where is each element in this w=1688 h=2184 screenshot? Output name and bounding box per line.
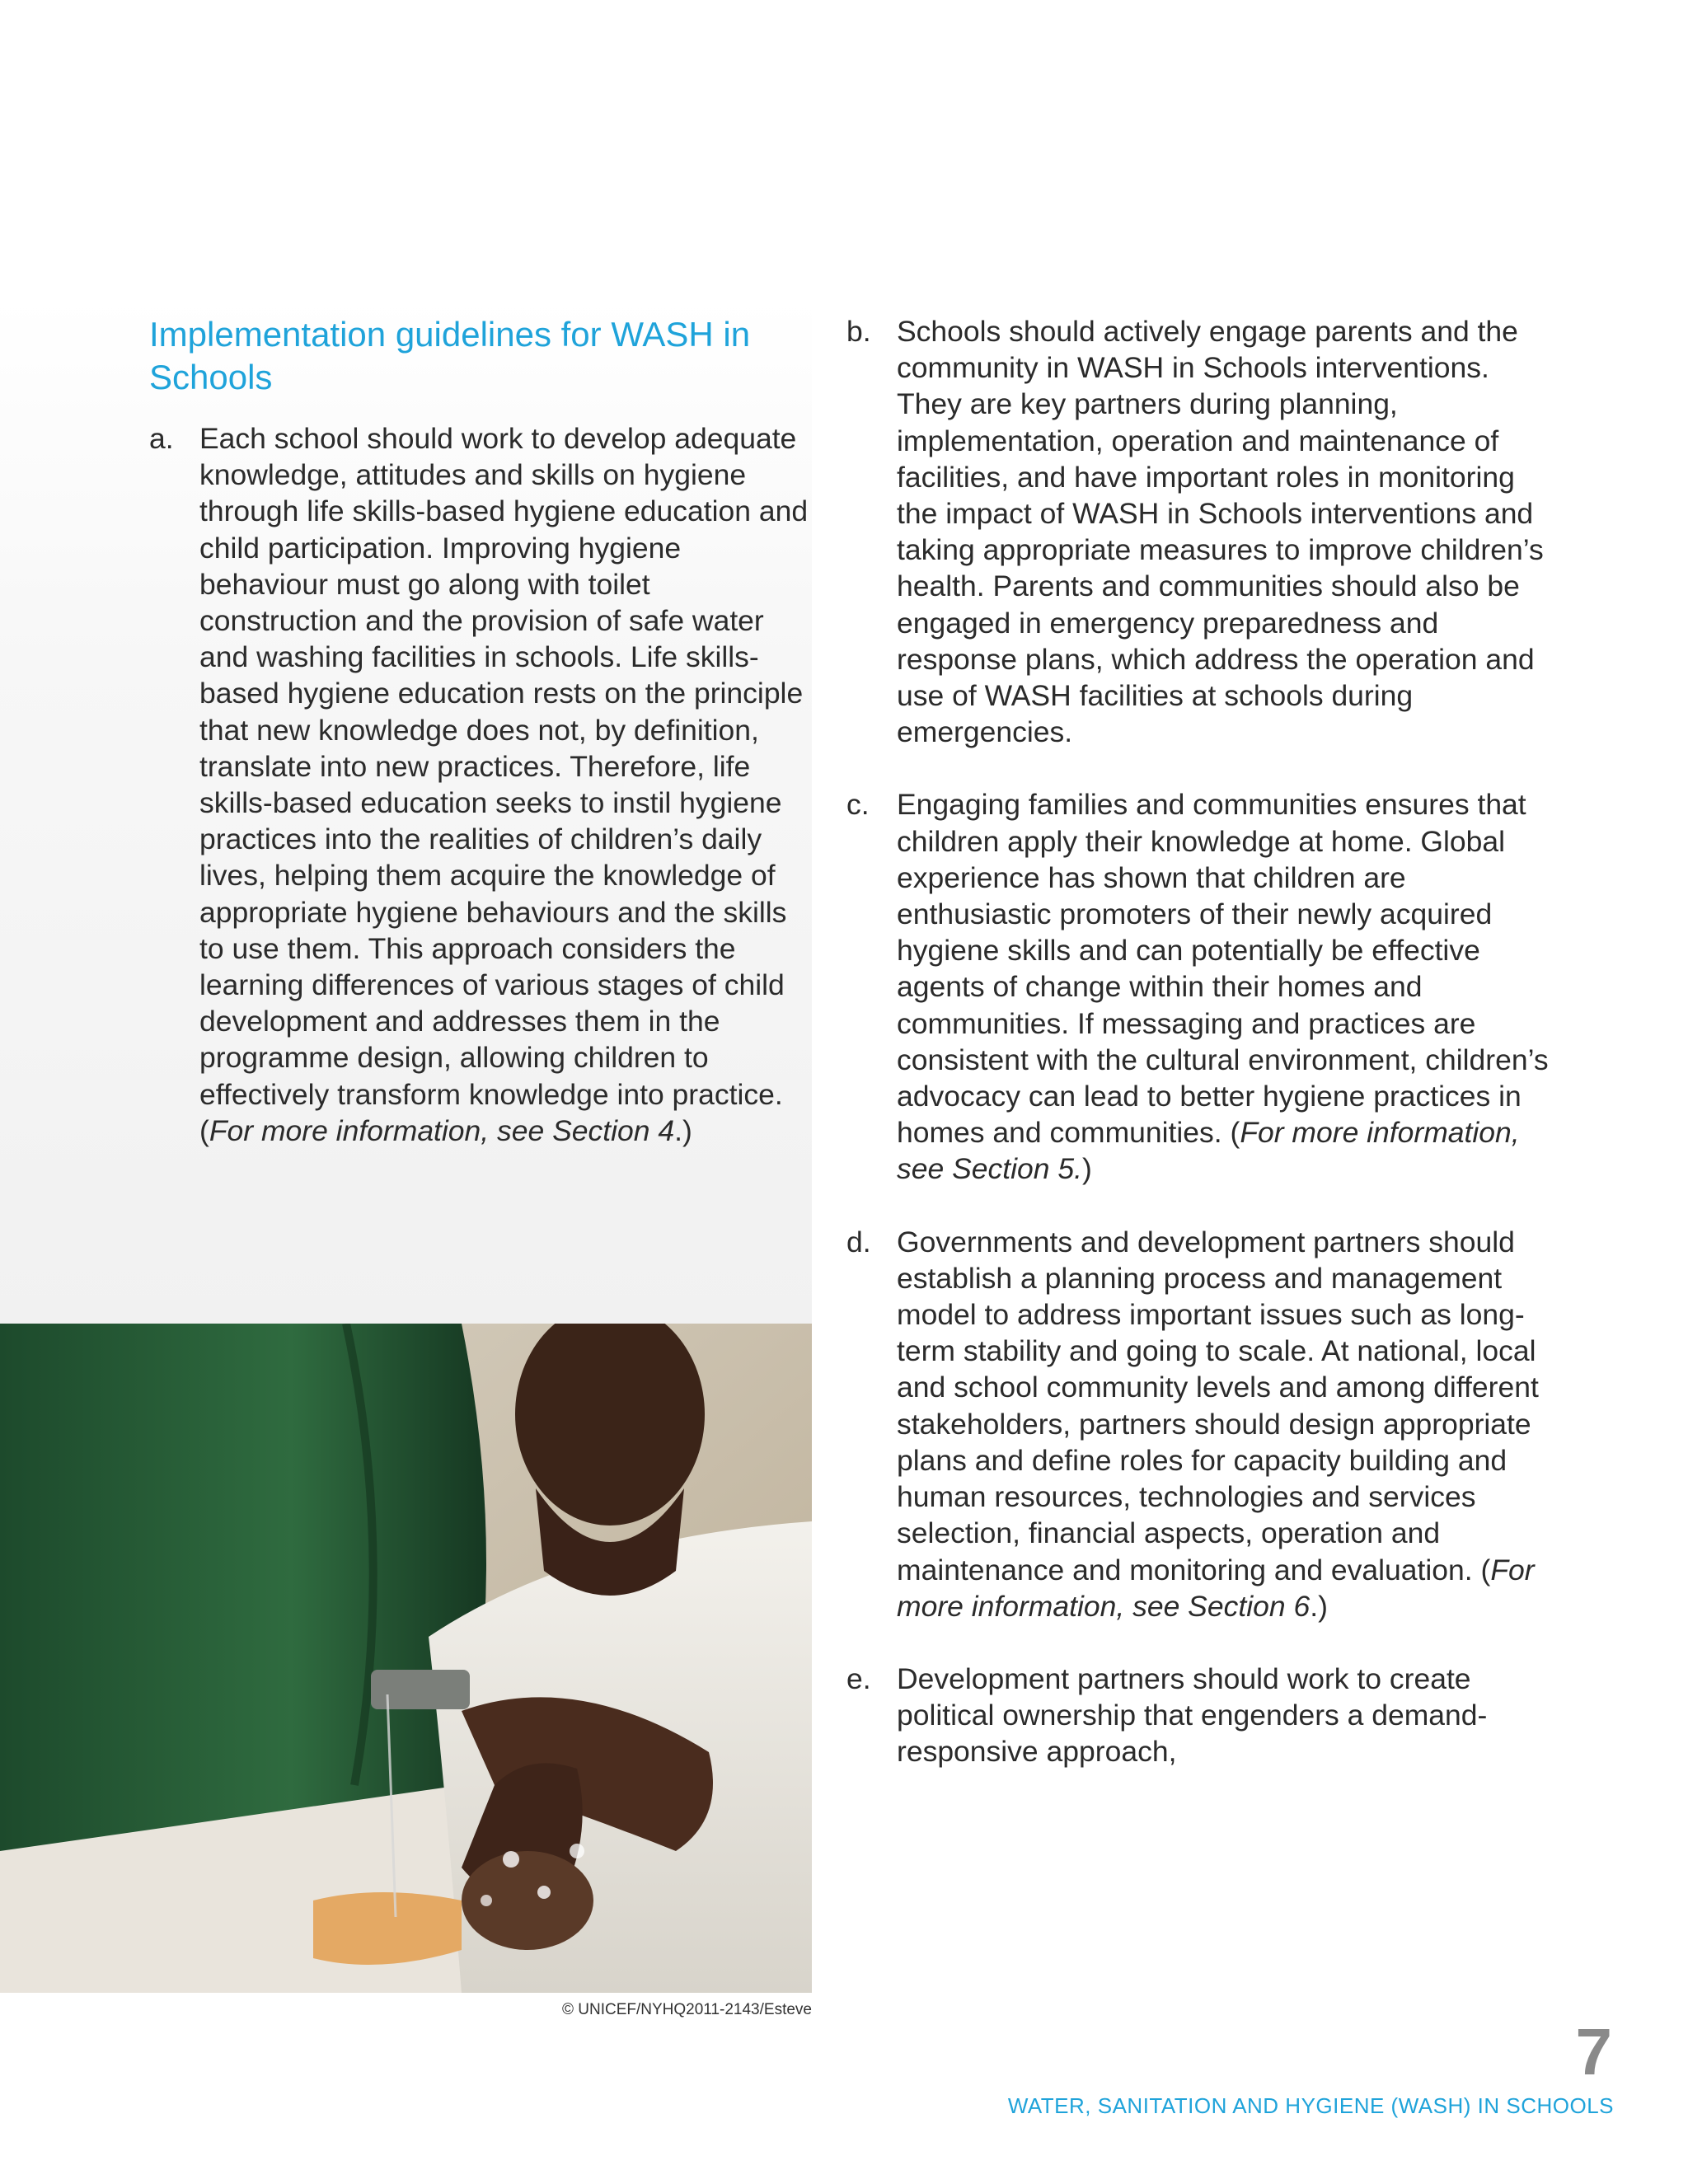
section-heading: Implementation guidelines for WASH in Schools bbox=[149, 315, 751, 396]
item-close: ) bbox=[1081, 1152, 1092, 1186]
item-close: .) bbox=[1310, 1589, 1328, 1623]
item-letter: d. bbox=[846, 1225, 871, 1258]
guideline-item-e bbox=[846, 1661, 1555, 1770]
item-letter: e. bbox=[846, 1661, 871, 1695]
item-letter: b. bbox=[846, 315, 871, 348]
guideline-item-c bbox=[846, 786, 1555, 1187]
handwashing-photo bbox=[0, 1324, 812, 1993]
item-text-wrap bbox=[897, 1224, 1555, 1624]
item-close: .) bbox=[674, 1113, 692, 1147]
photo-illustration bbox=[0, 1324, 812, 1993]
item-letter: c. bbox=[846, 788, 870, 822]
item-text: Each school should work to develop adequate knowledge, attitudes and skills on hygiene through life skills-based hygiene education and child participation. Improving hygiene behaviour must go along with toilet construction and the provision of safe water and washing facilities in schools. Life skills-based hygiene education rests on the principle that new knowledge does not, by definition, translate into new practices. Therefore, life skills-based education seeks to instil hygiene practices into the realities of children’s daily lives, helping them acquire the knowledge of appropriate hygiene behaviours and the skills to use them. This approach considers the learning differences of various stages of child development and addresses them in the programme design, allowing children to effectively transform knowledge into practice. ( bbox=[199, 422, 809, 1147]
item-text: Governments and development partners should establish a planning process and management model to address important issues such as long-term stability and going to scale. At national, local and school community levels and among different stakeholders, partners should design appropriate plans and define roles for capacity building and human resources, technologies and services selection, financial aspects, operation and maintenance and monitoring and evaluation. ( bbox=[897, 1225, 1539, 1586]
item-reference: For more information, see Section 5. bbox=[897, 1116, 1520, 1186]
item-text: Schools should actively engage parents and the community in WASH in Schools interventions. They are key partners during planning, implementation, operation and maintenance of facilities, and have important roles in monitoring the impact of WASH in Schools interventions and taking appropriate measures to improve children’s health. Parents and communities should also be engaged in emergency preparedness and response plans, which address the operation and use of WASH facilities at schools during emergencies. bbox=[897, 315, 1544, 749]
item-text-wrap bbox=[199, 420, 809, 1149]
left-column bbox=[149, 420, 809, 1149]
right-column bbox=[846, 313, 1555, 1770]
page-number: 7 bbox=[1575, 2015, 1612, 2088]
item-text-wrap bbox=[897, 1661, 1555, 1770]
item-letter: a. bbox=[149, 422, 174, 455]
guideline-item-a bbox=[149, 420, 809, 1149]
item-reference: For more information, see Section 4 bbox=[209, 1113, 675, 1147]
item-text: Development partners should work to create political ownership that engenders a demand-responsive approach, bbox=[897, 1661, 1488, 1769]
running-footer: WATER, SANITATION AND HYGIENE (WASH) IN SCHOOLS bbox=[1007, 2093, 1614, 2118]
item-text: Engaging families and communities ensures that children apply their knowledge at home. Global experience has shown that children are enthusiastic promoters of their newly acquired hygiene skills and can potentially be effective agents of change within their homes and communities. If messaging and practices are consistent with the cultural environment, children’s advocacy can lead to better hygiene practices in homes and communities. ( bbox=[897, 788, 1549, 1150]
item-reference: For more information, see Section 6 bbox=[897, 1553, 1535, 1623]
item-text-wrap bbox=[897, 313, 1555, 750]
photo-credit: © UNICEF/NYHQ2011-2143/Esteve bbox=[562, 2001, 812, 2018]
guideline-item-d bbox=[846, 1224, 1555, 1624]
item-text-wrap bbox=[897, 786, 1555, 1187]
guideline-item-b bbox=[846, 313, 1555, 750]
